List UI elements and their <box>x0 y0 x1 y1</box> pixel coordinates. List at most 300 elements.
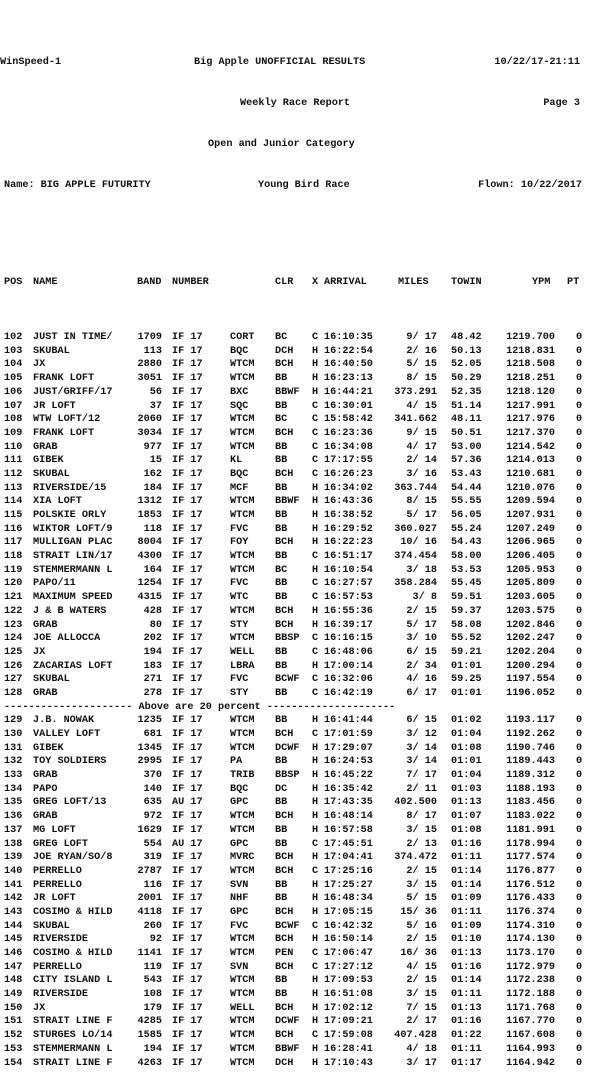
row-points: 0 <box>576 441 583 453</box>
row-miles: 4/ 17 <box>406 441 437 453</box>
row-arrival: 16:34:02 <box>324 482 373 494</box>
row-color: BB <box>275 523 288 535</box>
row-org: WTCM <box>230 373 255 385</box>
row-name: JR LOFT <box>33 400 76 412</box>
row-ypm: 1164.942 <box>506 1057 555 1069</box>
row-miles: 3/ 16 <box>406 468 437 480</box>
table-row <box>0 441 592 455</box>
row-pos: 143 <box>4 906 23 918</box>
row-pos: 111 <box>4 455 23 467</box>
row-arrival: 16:48:06 <box>324 646 373 658</box>
row-towin: 01:17 <box>451 1057 482 1069</box>
table-row <box>0 906 592 920</box>
row-towin: 01:07 <box>451 811 482 823</box>
row-band: 4285 <box>137 1016 162 1028</box>
row-year: IF 17 <box>172 783 203 795</box>
row-points: 0 <box>576 633 583 645</box>
row-arrival: 16:16:15 <box>324 633 373 645</box>
row-miles: 3/ 18 <box>406 564 437 576</box>
row-year: IF 17 <box>172 537 203 549</box>
row-org: WTCM <box>230 865 255 877</box>
row-org: WTCM <box>230 510 255 522</box>
row-year: IF 17 <box>172 674 203 686</box>
row-org: WTCM <box>230 729 255 741</box>
report-datetime: 10/22/17-21:11 <box>494 56 580 68</box>
table-row <box>0 783 592 797</box>
row-name: WIKTOR LOFT/9 <box>33 523 113 535</box>
row-arrival: 17:09:21 <box>324 1016 373 1028</box>
row-band: 4315 <box>137 592 162 604</box>
row-points: 0 <box>576 455 583 467</box>
table-row <box>0 632 592 646</box>
row-color: BC <box>275 332 288 344</box>
row-sex: C <box>312 646 319 658</box>
row-band: 4300 <box>137 551 162 563</box>
row-band: 972 <box>143 811 162 823</box>
table-row <box>0 933 592 947</box>
row-org: LBRA <box>230 660 255 672</box>
row-year: IF 17 <box>172 373 203 385</box>
table-row <box>0 577 592 591</box>
row-arrival: 16:39:17 <box>324 619 373 631</box>
row-pos: 154 <box>4 1057 23 1069</box>
table-row <box>0 619 592 633</box>
row-name: SKUBAL <box>33 468 70 480</box>
row-towin: 54.44 <box>451 482 482 494</box>
row-color: BB <box>275 441 288 453</box>
row-points: 0 <box>576 934 583 946</box>
row-points: 0 <box>576 811 583 823</box>
row-pos: 141 <box>4 879 23 891</box>
row-miles: 16/ 36 <box>400 948 437 960</box>
row-miles: 4/ 15 <box>406 400 437 412</box>
row-arrival: 16:24:53 <box>324 756 373 768</box>
row-name: MULLIGAN PLAC <box>33 537 113 549</box>
row-miles: 341.662 <box>394 414 437 426</box>
row-name: WTW LOFT/12 <box>33 414 101 426</box>
row-points: 0 <box>576 496 583 508</box>
row-towin: 01:01 <box>451 660 482 672</box>
row-towin: 51.14 <box>451 400 482 412</box>
report-title: Big Apple UNOFFICIAL RESULTS <box>194 56 366 68</box>
row-arrival: 17:25:16 <box>324 865 373 877</box>
col-number: NUMBER <box>172 277 209 289</box>
row-ypm: 1177.574 <box>506 852 555 864</box>
table-row <box>0 961 592 975</box>
row-sex: H <box>312 879 319 891</box>
row-band: 92 <box>149 934 162 946</box>
table-row <box>0 810 592 824</box>
row-color: DCWF <box>275 742 300 754</box>
table-row <box>0 687 592 701</box>
row-band: 118 <box>143 523 162 535</box>
row-band: 183 <box>143 660 162 672</box>
row-year: IF 17 <box>172 756 203 768</box>
row-arrival: 16:28:41 <box>324 1043 373 1055</box>
row-color: BC <box>275 414 288 426</box>
row-color: BCH <box>275 811 294 823</box>
row-ypm: 1188.193 <box>506 783 555 795</box>
row-year: IF 17 <box>172 811 203 823</box>
row-name: GRAB <box>33 811 58 823</box>
row-miles: 5/ 16 <box>406 920 437 932</box>
row-arrival: 16:22:54 <box>324 345 373 357</box>
row-miles: 2/ 34 <box>406 660 437 672</box>
row-pos: 117 <box>4 537 23 549</box>
row-points: 0 <box>576 345 583 357</box>
row-sex: H <box>312 359 319 371</box>
row-towin: 01:10 <box>451 934 482 946</box>
row-miles: 3/ 12 <box>406 729 437 741</box>
row-year: IF 17 <box>172 455 203 467</box>
row-towin: 54.43 <box>451 537 482 549</box>
row-miles: 7/ 17 <box>406 770 437 782</box>
row-towin: 01:13 <box>451 948 482 960</box>
row-color: BCH <box>275 619 294 631</box>
row-color: BB <box>275 838 288 850</box>
row-band: 1254 <box>137 578 162 590</box>
row-arrival: 16:57:53 <box>324 592 373 604</box>
row-org: WELL <box>230 1002 255 1014</box>
row-arrival: 16:22:23 <box>324 537 373 549</box>
row-towin: 01:01 <box>451 687 482 699</box>
row-color: BB <box>275 756 288 768</box>
row-towin: 01:16 <box>451 961 482 973</box>
row-sex: H <box>312 742 319 754</box>
row-band: 543 <box>143 975 162 987</box>
row-points: 0 <box>576 961 583 973</box>
row-org: WTCM <box>230 948 255 960</box>
row-points: 0 <box>576 865 583 877</box>
row-org: PA <box>230 756 243 768</box>
row-pos: 126 <box>4 660 23 672</box>
row-year: IF 17 <box>172 523 203 535</box>
row-color: BB <box>275 455 288 467</box>
row-ypm: 1205.953 <box>506 564 555 576</box>
row-towin: 01:14 <box>451 879 482 891</box>
row-arrival: 16:23:36 <box>324 427 373 439</box>
row-org: FVC <box>230 523 249 535</box>
row-ypm: 1203.575 <box>506 605 555 617</box>
row-arrival: 17:09:53 <box>324 975 373 987</box>
row-band: 15 <box>149 455 162 467</box>
table-row <box>0 331 592 345</box>
row-ypm: 1189.443 <box>506 756 555 768</box>
row-org: WTCM <box>230 496 255 508</box>
row-pos: 109 <box>4 427 23 439</box>
row-ypm: 1173.170 <box>506 948 555 960</box>
row-color: BB <box>275 989 288 1001</box>
row-year: IF 17 <box>172 1043 203 1055</box>
row-points: 0 <box>576 660 583 672</box>
row-miles: 9/ 15 <box>406 427 437 439</box>
row-arrival: 17:27:12 <box>324 961 373 973</box>
row-band: 635 <box>143 797 162 809</box>
row-year: IF 17 <box>172 770 203 782</box>
row-towin: 01:01 <box>451 756 482 768</box>
row-color: BB <box>275 660 288 672</box>
row-arrival: 16:40:50 <box>324 359 373 371</box>
row-points: 0 <box>576 729 583 741</box>
row-ypm: 1217.370 <box>506 427 555 439</box>
row-org: FVC <box>230 674 249 686</box>
header-line-2 <box>0 97 592 111</box>
row-color: BB <box>275 578 288 590</box>
table-row <box>0 838 592 852</box>
row-pos: 121 <box>4 592 23 604</box>
row-miles: 4/ 16 <box>406 674 437 686</box>
row-sex: C <box>312 578 319 590</box>
row-towin: 01:09 <box>451 893 482 905</box>
row-name: GIBEK <box>33 455 64 467</box>
row-miles: 3/ 10 <box>406 633 437 645</box>
row-year: IF 17 <box>172 592 203 604</box>
row-miles: 10/ 16 <box>400 537 437 549</box>
row-sex: C <box>312 551 319 563</box>
table-row <box>0 345 592 359</box>
row-year: IF 17 <box>172 578 203 590</box>
row-towin: 55.45 <box>451 578 482 590</box>
row-towin: 58.00 <box>451 551 482 563</box>
row-towin: 01:11 <box>451 906 482 918</box>
row-org: WTCM <box>230 414 255 426</box>
row-color: BB <box>275 373 288 385</box>
row-points: 0 <box>576 592 583 604</box>
row-band: 1853 <box>137 510 162 522</box>
row-sex: C <box>312 400 319 412</box>
row-color: BB <box>275 551 288 563</box>
row-year: IF 17 <box>172 729 203 741</box>
row-color: BCH <box>275 1002 294 1014</box>
table-row <box>0 413 592 427</box>
row-arrival: 17:05:15 <box>324 906 373 918</box>
row-pos: 130 <box>4 729 23 741</box>
row-color: BB <box>275 893 288 905</box>
row-band: 164 <box>143 564 162 576</box>
table-row <box>0 728 592 742</box>
col-towin: TOWIN <box>451 277 482 289</box>
row-year: IF 17 <box>172 934 203 946</box>
column-header-row <box>0 276 592 290</box>
row-sex: H <box>312 715 319 727</box>
row-org: WTCM <box>230 633 255 645</box>
table-row <box>0 769 592 783</box>
row-band: 108 <box>143 989 162 1001</box>
row-towin: 50.29 <box>451 373 482 385</box>
row-sex: H <box>312 989 319 1001</box>
row-points: 0 <box>576 510 583 522</box>
row-miles: 8/ 15 <box>406 496 437 508</box>
row-ypm: 1200.294 <box>506 660 555 672</box>
table-row <box>0 400 592 414</box>
row-sex: C <box>312 920 319 932</box>
row-sex: H <box>312 934 319 946</box>
row-band: 202 <box>143 633 162 645</box>
row-pos: 110 <box>4 441 23 453</box>
row-year: IF 17 <box>172 332 203 344</box>
row-org: WTCM <box>230 811 255 823</box>
row-color: BBWF <box>275 1043 300 1055</box>
row-miles: 2/ 15 <box>406 605 437 617</box>
row-arrival: 16:35:42 <box>324 783 373 795</box>
row-color: BCH <box>275 852 294 864</box>
row-ypm: 1176.374 <box>506 906 555 918</box>
row-sex: H <box>312 496 319 508</box>
row-towin: 01:14 <box>451 975 482 987</box>
row-points: 0 <box>576 742 583 754</box>
table-row <box>0 591 592 605</box>
row-ypm: 1190.746 <box>506 742 555 754</box>
row-points: 0 <box>576 386 583 398</box>
row-band: 37 <box>149 400 162 412</box>
row-points: 0 <box>576 852 583 864</box>
table-row <box>0 468 592 482</box>
row-year: IF 17 <box>172 865 203 877</box>
row-ypm: 1176.512 <box>506 879 555 891</box>
row-sex: C <box>312 961 319 973</box>
table-row <box>0 482 592 496</box>
row-year: IF 17 <box>172 742 203 754</box>
col-x: X <box>312 277 319 289</box>
row-miles: 5/ 15 <box>406 893 437 905</box>
row-ypm: 1217.991 <box>506 400 555 412</box>
row-pos: 135 <box>4 797 23 809</box>
row-color: BCH <box>275 1030 294 1042</box>
table-row <box>0 974 592 988</box>
row-year: IF 17 <box>172 1057 203 1069</box>
row-name: GRAB <box>33 687 58 699</box>
row-points: 0 <box>576 756 583 768</box>
row-org: GPC <box>230 797 249 809</box>
header-line-1 <box>0 56 592 70</box>
row-points: 0 <box>576 920 583 932</box>
row-year: IF 17 <box>172 906 203 918</box>
row-name: J & B WATERS <box>33 605 107 617</box>
row-year: IF 17 <box>172 975 203 987</box>
row-pos: 118 <box>4 551 23 563</box>
row-name: GRAB <box>33 619 58 631</box>
table-row <box>0 523 592 537</box>
row-miles: 3/ 17 <box>406 1057 437 1069</box>
row-name: SKUBAL <box>33 345 70 357</box>
row-points: 0 <box>576 783 583 795</box>
row-year: AU 17 <box>172 797 203 809</box>
row-arrival: 16:10:35 <box>324 332 373 344</box>
row-band: 2880 <box>137 359 162 371</box>
row-org: NHF <box>230 893 249 905</box>
row-org: WTCM <box>230 551 255 563</box>
row-band: 1629 <box>137 824 162 836</box>
row-towin: 01:02 <box>451 715 482 727</box>
row-color: BCWF <box>275 920 300 932</box>
row-year: IF 17 <box>172 715 203 727</box>
row-year: IF 17 <box>172 824 203 836</box>
row-org: WTCM <box>230 441 255 453</box>
row-org: WTCM <box>230 605 255 617</box>
row-name: STEMMERMANN L <box>33 1043 113 1055</box>
row-year: IF 17 <box>172 386 203 398</box>
table-row <box>0 1002 592 1016</box>
row-ypm: 1167.608 <box>506 1030 555 1042</box>
row-miles: 358.284 <box>394 578 437 590</box>
row-towin: 55.55 <box>451 496 482 508</box>
row-points: 0 <box>576 605 583 617</box>
row-color: BBWF <box>275 386 300 398</box>
table-row <box>0 605 592 619</box>
row-ypm: 1172.188 <box>506 989 555 1001</box>
row-pos: 152 <box>4 1030 23 1042</box>
row-points: 0 <box>576 427 583 439</box>
row-arrival: 17:43:35 <box>324 797 373 809</box>
row-ypm: 1218.120 <box>506 386 555 398</box>
row-miles: 374.472 <box>394 852 437 864</box>
row-org: TRIB <box>230 770 255 782</box>
row-pos: 107 <box>4 400 23 412</box>
row-ypm: 1210.681 <box>506 468 555 480</box>
row-ypm: 1217.976 <box>506 414 555 426</box>
row-towin: 56.05 <box>451 510 482 522</box>
row-towin: 55.52 <box>451 633 482 645</box>
row-ypm: 1196.052 <box>506 687 555 699</box>
row-pos: 147 <box>4 961 23 973</box>
row-miles: 3/ 15 <box>406 824 437 836</box>
row-year: IF 17 <box>172 633 203 645</box>
row-name: RIVERSIDE <box>33 989 89 1001</box>
row-arrival: 16:48:14 <box>324 811 373 823</box>
row-org: MVRC <box>230 852 255 864</box>
row-arrival: 16:26:23 <box>324 468 373 480</box>
row-sex: C <box>312 687 319 699</box>
row-color: BB <box>275 879 288 891</box>
row-ypm: 1218.831 <box>506 345 555 357</box>
row-arrival: 16:23:13 <box>324 373 373 385</box>
row-ypm: 1192.262 <box>506 729 555 741</box>
row-org: FVC <box>230 920 249 932</box>
row-towin: 57.36 <box>451 455 482 467</box>
row-pos: 113 <box>4 482 23 494</box>
row-sex: H <box>312 1016 319 1028</box>
row-pos: 112 <box>4 468 23 480</box>
row-arrival: 16:51:17 <box>324 551 373 563</box>
row-sex: H <box>312 1002 319 1014</box>
row-name: JUST IN TIME/ <box>33 332 113 344</box>
row-band: 8004 <box>137 537 162 549</box>
row-pos: 139 <box>4 852 23 864</box>
row-name: MAXIMUM SPEED <box>33 592 113 604</box>
row-band: 1345 <box>137 742 162 754</box>
row-points: 0 <box>576 1016 583 1028</box>
row-org: WTCM <box>230 1030 255 1042</box>
report-header <box>0 27 592 220</box>
table-row <box>0 796 592 810</box>
row-org: WTCM <box>230 824 255 836</box>
row-miles: 2/ 15 <box>406 934 437 946</box>
row-arrival: 16:34:08 <box>324 441 373 453</box>
row-name: COSIMO & HILD <box>33 948 113 960</box>
row-color: DCH <box>275 345 294 357</box>
row-ypm: 1210.076 <box>506 482 555 494</box>
table-row <box>0 536 592 550</box>
row-org: STY <box>230 619 249 631</box>
row-ypm: 1219.700 <box>506 332 555 344</box>
row-name: CITY ISLAND L <box>33 975 113 987</box>
row-miles: 374.454 <box>394 551 437 563</box>
row-pos: 138 <box>4 838 23 850</box>
row-org: WTCM <box>230 427 255 439</box>
program-name: WinSpeed-1 <box>0 56 62 68</box>
row-ypm: 1164.993 <box>506 1043 555 1055</box>
row-miles: 2/ 14 <box>406 455 437 467</box>
